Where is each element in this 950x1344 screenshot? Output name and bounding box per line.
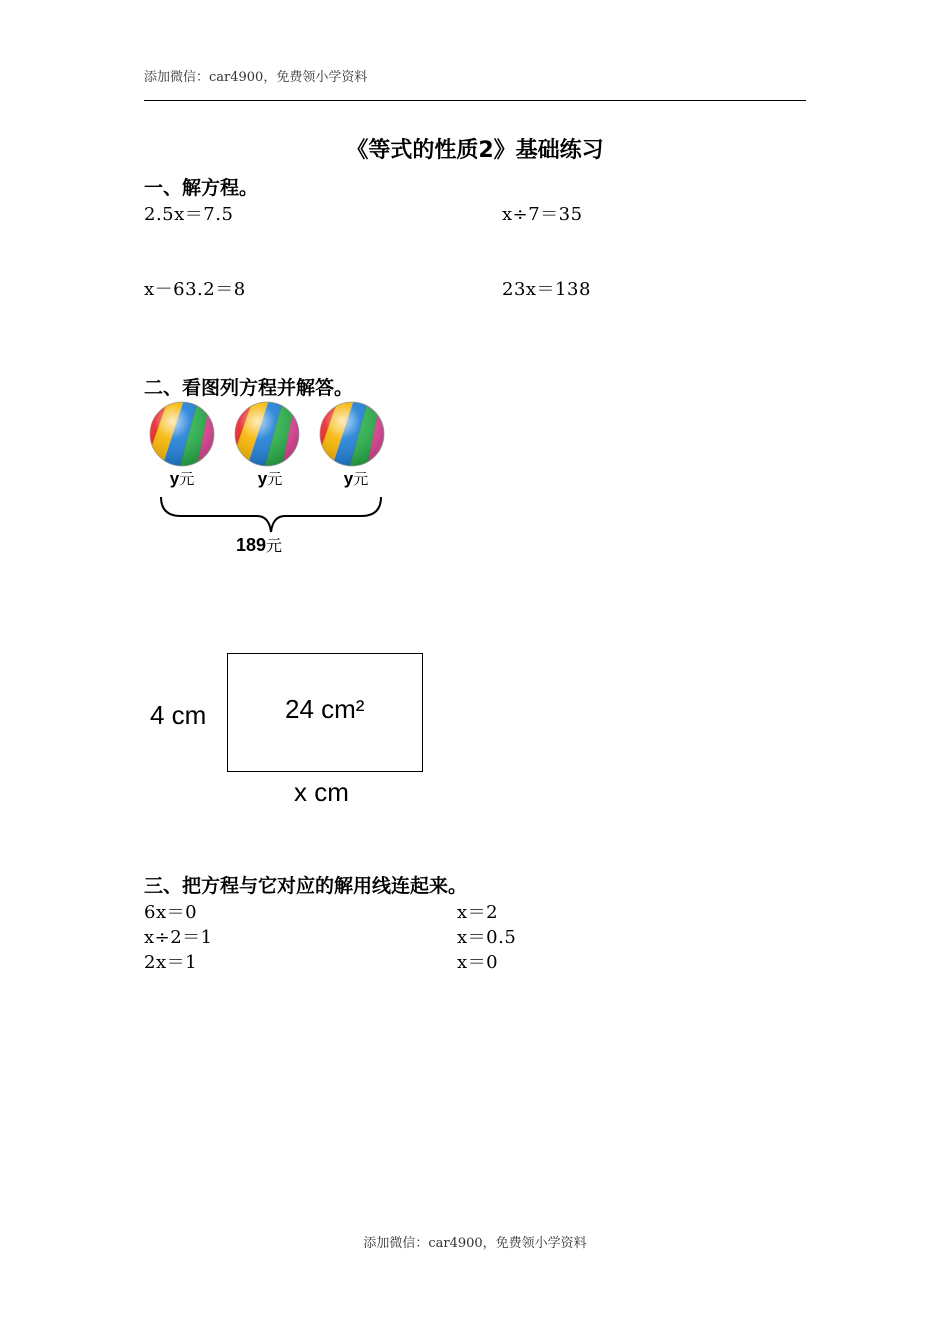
ball-price-var: y (343, 469, 354, 488)
ball-icon (142, 396, 222, 474)
section2-heading: 二、看图列方程并解答。 (144, 377, 354, 399)
match-right-2: x＝0.5 (457, 927, 517, 948)
equation-3: x－63.2＝8 (144, 279, 246, 300)
total-price-value: 189 (236, 535, 267, 555)
footer-note: 添加微信：car4900，免费领小学资料 (363, 1236, 587, 1251)
rect-side-label: 4 cm (150, 700, 207, 730)
ball-icon (312, 396, 392, 474)
match-left-1: 6x＝0 (144, 902, 198, 923)
ball-price-unit: 元 (353, 471, 369, 488)
match-right-1: x＝2 (457, 902, 499, 923)
total-brace (155, 494, 387, 534)
ball-price-label-2 (240, 468, 300, 489)
section1-heading: 一、解方程。 (144, 177, 259, 199)
page-title: 《等式的性质2》基础练习 (346, 138, 604, 163)
balls-figure (140, 396, 400, 476)
ball-price-var: y (169, 469, 180, 488)
equation-1: 2.5x＝7.5 (144, 204, 234, 225)
rect-area-label: 24 cm² (285, 694, 365, 724)
match-left-3: 2x＝1 (144, 952, 198, 973)
match-right-3: x＝0 (457, 952, 499, 973)
equation-2: x÷7＝35 (502, 204, 583, 225)
ball-price-label-1 (152, 468, 212, 489)
match-left-2: x÷2＝1 (144, 927, 213, 948)
ball-price-unit: 元 (267, 471, 283, 488)
header-note: 添加微信：car4900，免费领小学资料 (144, 70, 368, 85)
rect-bottom-label: x cm (294, 777, 349, 807)
ball-price-var: y (257, 469, 268, 488)
section3-heading: 三、把方程与它对应的解用线连起来。 (144, 875, 468, 897)
equation-4: 23x＝138 (502, 279, 591, 300)
ball-price-unit: 元 (179, 471, 195, 488)
total-price-label (236, 533, 282, 556)
total-price-unit: 元 (266, 538, 283, 555)
header-divider (144, 100, 806, 101)
ball-icon (227, 396, 307, 474)
ball-price-label-3 (326, 468, 386, 489)
